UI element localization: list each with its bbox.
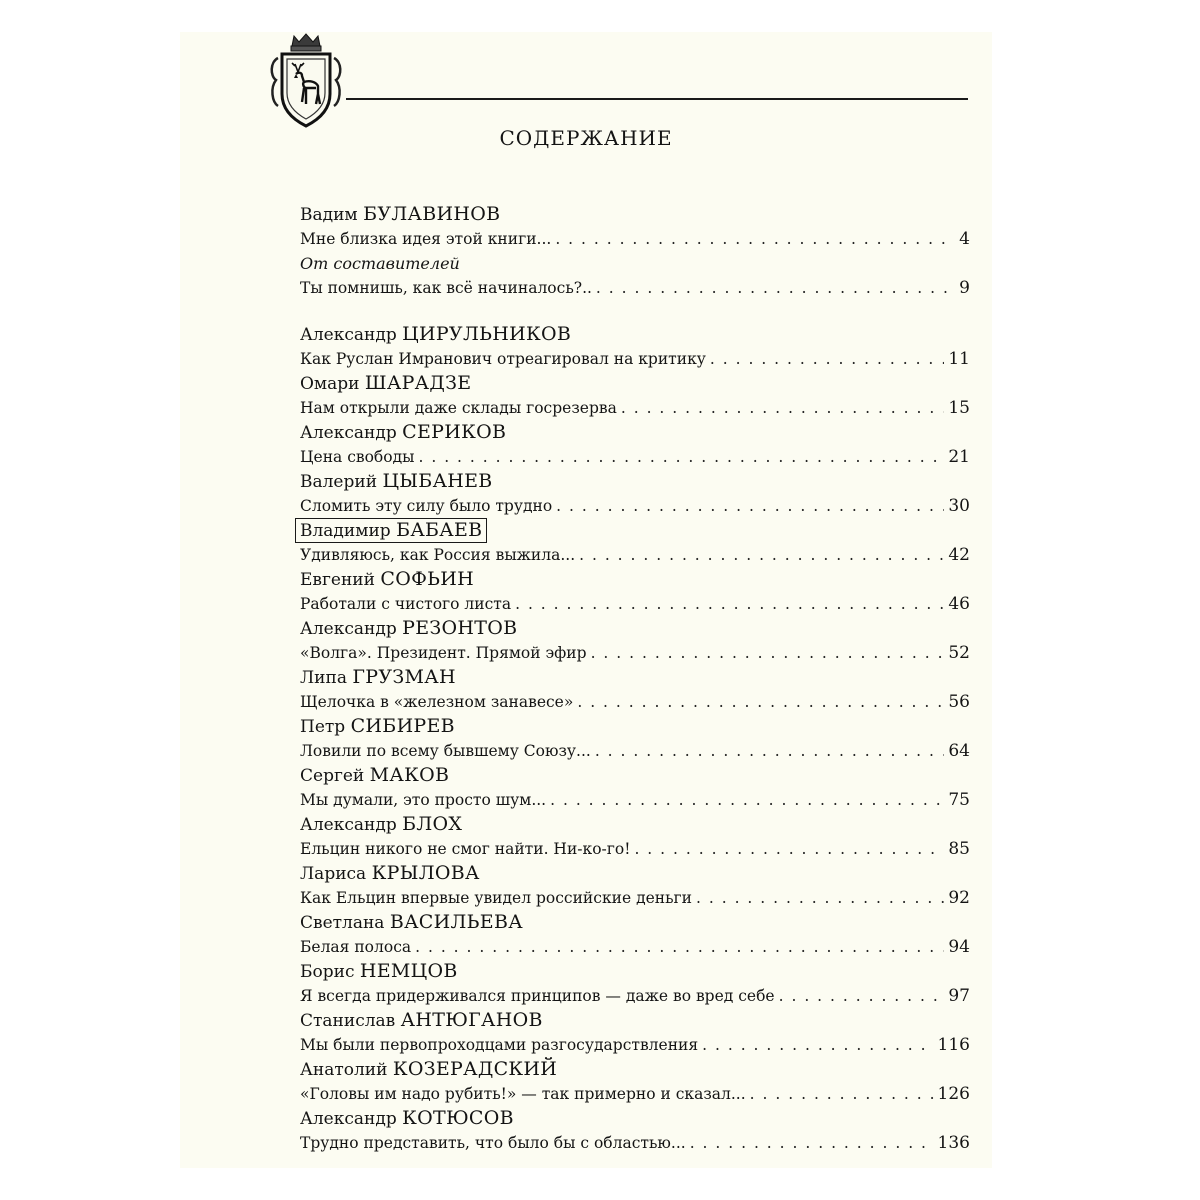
author-name-text — [300, 766, 449, 786]
article-title: Ты помнишь, как всё начиналось?.. — [300, 279, 592, 297]
toc-line[interactable] — [300, 1131, 970, 1155]
toc-entry — [300, 959, 970, 1008]
author-surname: НЕМЦОВ — [359, 960, 458, 982]
author-name-text — [300, 619, 517, 639]
author-name — [300, 763, 970, 788]
toc-line[interactable] — [300, 276, 970, 300]
article-title: Как Руслан Имранович отреагировал на критику — [300, 350, 706, 368]
author-first-name: Липа — [300, 668, 347, 688]
author-surname: ЦЫБАНЕВ — [382, 470, 493, 492]
author-name — [300, 420, 970, 445]
toc-entry — [300, 322, 970, 371]
toc-entry — [300, 371, 970, 420]
dot-leader — [690, 1131, 934, 1155]
author-name-text — [300, 815, 462, 835]
page-number: 42 — [948, 545, 970, 565]
toc-line[interactable] — [300, 543, 970, 567]
article-title: Сломить эту силу было трудно — [300, 497, 553, 515]
page-number: 15 — [948, 398, 970, 418]
author-name — [300, 665, 970, 690]
page-number: 9 — [959, 278, 970, 298]
toc-line[interactable] — [300, 641, 970, 665]
article-title: Мы были первопроходцами разгосударствления — [300, 1036, 699, 1054]
dot-leader — [579, 543, 944, 567]
author-surname: БАБАЕВ — [396, 519, 483, 541]
author-name — [300, 202, 970, 227]
author-name-text — [300, 668, 456, 688]
author-surname: КРЫЛОВА — [371, 862, 480, 884]
author-surname: ГРУЗМАН — [352, 666, 456, 688]
toc-line[interactable] — [300, 494, 970, 518]
author-name-text — [300, 570, 474, 590]
page-number: 94 — [948, 937, 970, 957]
toc-line[interactable] — [300, 739, 970, 763]
article-title: Ловили по всему бывшему Союзу... — [300, 742, 591, 760]
page-number: 116 — [937, 1035, 970, 1055]
article-title: Ельцин никого не смог найти. Ни-ко-го! — [300, 840, 631, 858]
page-number: 30 — [948, 496, 970, 516]
author-name — [300, 861, 970, 886]
author-surname: СИБИРЕВ — [350, 715, 455, 737]
author-name — [300, 469, 970, 494]
author-first-name: Петр — [300, 717, 346, 737]
toc-line[interactable] — [300, 837, 970, 861]
toc-entry — [300, 1057, 970, 1106]
author-name-text — [300, 1109, 514, 1129]
toc-entry — [300, 665, 970, 714]
dot-leader — [550, 788, 944, 812]
article-title: Я всегда придерживался принципов — даже во вред себе — [300, 987, 775, 1005]
author-first-name: Александр — [300, 325, 397, 345]
author-name — [300, 1008, 970, 1033]
author-name-text — [300, 864, 480, 884]
author-first-name: Сергей — [300, 766, 365, 786]
author-name — [300, 322, 970, 347]
toc-entry — [300, 910, 970, 959]
dot-leader — [415, 935, 944, 959]
author-name — [300, 714, 970, 739]
author-name-text — [300, 472, 493, 492]
dot-leader — [621, 396, 945, 420]
author-name — [300, 959, 970, 984]
page-number: 46 — [948, 594, 970, 614]
toc-line[interactable] — [300, 984, 970, 1008]
dot-leader — [710, 347, 944, 371]
author-surname: ВАСИЛЬЕВА — [389, 911, 523, 933]
page-title: СОДЕРЖАНИЕ — [499, 126, 673, 150]
toc-intro — [300, 202, 970, 300]
author-name-text — [300, 423, 506, 443]
author-first-name: Омари — [300, 374, 360, 394]
author-name-text — [300, 913, 523, 933]
coat-of-arms-emblem — [268, 32, 344, 132]
page-number: 11 — [948, 349, 970, 369]
toc-entry — [300, 861, 970, 910]
toc-entry — [300, 420, 970, 469]
document-page — [180, 32, 992, 1168]
page-number: 56 — [948, 692, 970, 712]
dot-leader — [555, 227, 955, 251]
author-name — [300, 518, 970, 543]
dot-leader — [577, 690, 944, 714]
author-first-name: Александр — [300, 1109, 397, 1129]
author-first-name: Светлана — [300, 913, 385, 933]
toc-line[interactable] — [300, 935, 970, 959]
dot-leader — [418, 445, 944, 469]
author-name — [300, 812, 970, 837]
page-number: 52 — [948, 643, 970, 663]
toc-line[interactable] — [300, 690, 970, 714]
toc-entry — [300, 1008, 970, 1057]
dot-leader — [556, 494, 944, 518]
author-surname: КОТЮСОВ — [402, 1107, 514, 1129]
author-surname: БЛОХ — [402, 813, 463, 835]
author-name — [300, 910, 970, 935]
author-surname: СОФЬИН — [380, 568, 474, 590]
author-first-name: Владимир — [300, 521, 391, 541]
article-title: «Головы им надо рубить!» — так примерно и сказал... — [300, 1085, 746, 1103]
author-name-text — [300, 1011, 543, 1031]
author-surname: ШАРАДЗЕ — [364, 372, 472, 394]
toc-line[interactable] — [300, 347, 970, 371]
toc-line[interactable] — [300, 396, 970, 420]
article-title: Мы думали, это просто шум... — [300, 791, 547, 809]
author-first-name: Александр — [300, 423, 397, 443]
author-name-text — [300, 374, 471, 394]
article-title: Нам открыли даже склады госрезерва — [300, 399, 617, 417]
toc-entry — [300, 763, 970, 812]
toc-entry — [300, 616, 970, 665]
article-title: Цена свободы — [300, 448, 415, 466]
toc-line[interactable] — [300, 788, 970, 812]
article-title: Мне близка идея этой книги... — [300, 230, 552, 248]
author-first-name: Валерий — [300, 472, 378, 492]
author-surname: БУЛАВИНОВ — [363, 203, 501, 225]
toc-line[interactable] — [300, 227, 970, 251]
article-title: Трудно представить, что было бы с областью... — [300, 1134, 686, 1152]
dot-leader — [591, 641, 945, 665]
page-number: 136 — [937, 1133, 970, 1153]
toc-entry — [300, 1106, 970, 1155]
toc-line[interactable] — [300, 592, 970, 616]
header-rule — [346, 98, 968, 100]
author-first-name: Александр — [300, 815, 397, 835]
toc-entries — [300, 322, 970, 1155]
dot-leader — [696, 886, 944, 910]
dot-leader — [634, 837, 944, 861]
author-name-text — [300, 325, 571, 345]
author-name — [300, 616, 970, 641]
page-number: 64 — [948, 741, 970, 761]
page-number: 126 — [937, 1084, 970, 1104]
author-name-text — [300, 962, 458, 982]
author-name — [300, 1106, 970, 1131]
toc-line[interactable] — [300, 1082, 970, 1106]
dot-leader — [515, 592, 944, 616]
author-first-name: Борис — [300, 962, 355, 982]
author-first-name: Вадим — [300, 205, 358, 225]
article-title: Щелочка в «железном занавесе» — [300, 693, 574, 711]
toc-entry — [300, 567, 970, 616]
author-name — [300, 371, 970, 396]
article-title: Как Ельцин впервые увидел российские деньги — [300, 889, 693, 907]
toc-entry — [300, 812, 970, 861]
author-first-name: Евгений — [300, 570, 375, 590]
author-first-name: Лариса — [300, 864, 367, 884]
page-number: 75 — [948, 790, 970, 810]
author-surname: КОЗЕРАДСКИЙ — [392, 1058, 558, 1080]
author-first-name: Станислав — [300, 1011, 396, 1031]
toc-line[interactable] — [300, 886, 970, 910]
author-surname: СЕРИКОВ — [402, 421, 507, 443]
author-surname: АНТЮГАНОВ — [400, 1009, 543, 1031]
author-name-text — [300, 717, 455, 737]
toc-line[interactable] — [300, 1033, 970, 1057]
dot-leader — [702, 1033, 933, 1057]
page-number: 85 — [948, 839, 970, 859]
toc-entry — [300, 518, 970, 567]
article-title: Белая полоса — [300, 938, 412, 956]
section-label: От составителей — [300, 254, 460, 273]
author-first-name: Анатолий — [300, 1060, 388, 1080]
author-surname: МАКОВ — [369, 764, 450, 786]
article-title: Удивляюсь, как Россия выжила... — [300, 546, 576, 564]
author-name-text — [295, 518, 487, 543]
dot-leader — [779, 984, 945, 1008]
dot-leader — [596, 276, 955, 300]
page-number: 21 — [948, 447, 970, 467]
author-name — [300, 567, 970, 592]
article-title: «Волга». Президент. Прямой эфир — [300, 644, 587, 662]
page-number: 97 — [948, 986, 970, 1006]
author-first-name: Александр — [300, 619, 397, 639]
toc-entry — [300, 469, 970, 518]
author-name — [300, 1057, 970, 1082]
toc-line[interactable] — [300, 445, 970, 469]
toc-entry — [300, 714, 970, 763]
dot-leader — [750, 1082, 934, 1106]
dot-leader — [595, 739, 945, 763]
author-surname: ЦИРУЛЬНИКОВ — [402, 323, 572, 345]
page-number: 92 — [948, 888, 970, 908]
page-number: 4 — [959, 229, 970, 249]
author-surname: РЕЗОНТОВ — [402, 617, 518, 639]
article-title: Работали с чистого листа — [300, 595, 512, 613]
author-name-text — [300, 1060, 557, 1080]
